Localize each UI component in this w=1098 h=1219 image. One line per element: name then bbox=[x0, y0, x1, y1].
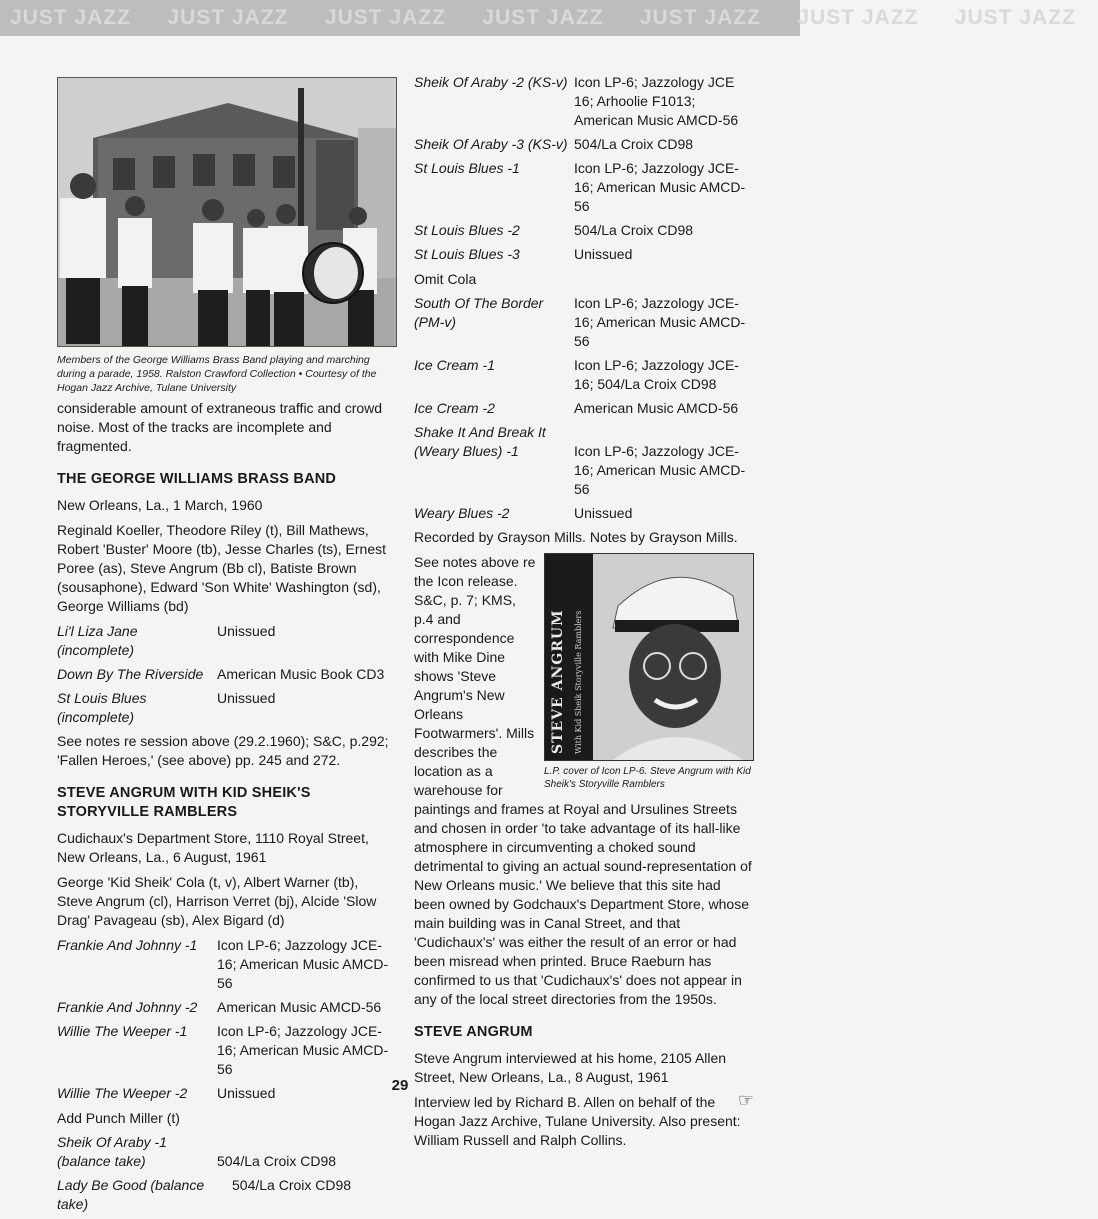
track-title: Frankie And Johnny -2 bbox=[57, 999, 198, 1015]
track-issue: Icon LP-6; Jazzology JCE-16; American Music AMCD-56 bbox=[574, 295, 746, 349]
track-issue: Icon LP-6; Jazzology JCE-16; 504/La Croix CD98 bbox=[574, 357, 739, 392]
cover-artist-name: STEVE ANGRUM bbox=[550, 609, 566, 754]
omit-note: Omit Cola bbox=[414, 271, 477, 287]
page-number: 29 bbox=[391, 1077, 409, 1094]
track-row bbox=[57, 689, 395, 727]
track-title: Ice Cream -1 bbox=[414, 357, 495, 373]
track-title: St Louis Blues -3 bbox=[414, 246, 520, 262]
track-row bbox=[414, 423, 754, 499]
track-row bbox=[414, 504, 754, 523]
track-title: Frankie And Johnny -1 bbox=[57, 937, 198, 953]
banner-text: JUST JAZZ bbox=[167, 6, 289, 29]
recorded-by: Recorded by Grayson Mills. Notes by Grayson Mills. bbox=[414, 529, 738, 545]
track-issue: Unissued bbox=[574, 505, 633, 521]
right-column bbox=[414, 73, 754, 1156]
track-issue: American Music AMCD-56 bbox=[217, 999, 382, 1015]
track-row bbox=[57, 665, 395, 684]
track-title: Ice Cream -2 bbox=[414, 400, 495, 416]
track-row bbox=[414, 159, 754, 216]
left-column bbox=[57, 77, 395, 1219]
interview-notes bbox=[414, 1090, 754, 1150]
photo-caption: Members of the George Williams Brass Band playing and marching during a parade, 1958. Ralston Crawford Collection • Courtesy of the Hogan Jazz Archive, Tulane University bbox=[57, 354, 377, 394]
portrait-illustration bbox=[593, 554, 753, 760]
session-place: Cudichaux's Department Store, 1110 Royal Street, New Orleans, La., 6 August, 1961 bbox=[57, 830, 369, 865]
track-row bbox=[414, 135, 754, 154]
lp-cover bbox=[544, 553, 754, 761]
track-issue: American Music Book CD3 bbox=[217, 666, 385, 682]
track-issue: 504/La Croix CD98 bbox=[574, 222, 694, 238]
track-row bbox=[414, 73, 754, 130]
banner-text: JUST JAZZ bbox=[954, 6, 1076, 29]
track-row bbox=[414, 245, 754, 264]
track-issue: 504/La Croix CD98 bbox=[574, 136, 694, 152]
track-title: Sheik Of Araby -3 (KS-v) bbox=[414, 136, 568, 152]
track-row bbox=[414, 221, 754, 240]
track-issue: Icon LP-6; Jazzology JCE-16; American Music AMCD-56 bbox=[217, 937, 389, 991]
track-title: Down By The Riverside bbox=[57, 666, 204, 682]
track-title: St Louis Blues (incomplete) bbox=[57, 690, 147, 725]
banner-text: JUST JAZZ bbox=[324, 6, 446, 29]
session-notes: See notes re session above (29.2.1960); S&C, p.292; 'Fallen Heroes,' (see above) pp. 245 and 272. bbox=[57, 733, 389, 768]
track-row bbox=[57, 936, 395, 993]
session-notes: See notes above re the Icon release. S&C, p. 7; KMS, p.4 and correspondence with Mike Dine shows 'Steve Angrum's New Orleans Footwarmers'. Mills describes the location as a warehouse for paintings and frames at Royal and Ursulines Streets and chosen in order 'to take advantage of its hall-like atmosphere in circumventing a choked sound detrimental to giving an actual sound-representation of New Orleans music.' We believe that this site had been owned by Godchaux's Department Store, whose main building was in Canal Street, and that 'Cudichaux's' was either the result of an error or had been misread when printed. Bruce Raeburn has confirmed to us that 'Cudichaux's' does not appear in any of the local street directories from the 1950s. bbox=[414, 554, 752, 1007]
header-banner bbox=[0, 0, 1076, 36]
interview-text: Interview led by Richard B. Allen on behalf of the Hogan Jazz Archive, Tulane University. Also present: William Russell and Ralph Collins. bbox=[414, 1094, 741, 1148]
add-note: Add Punch Miller (t) bbox=[57, 1110, 180, 1126]
banner-text: JUST JAZZ bbox=[797, 6, 919, 29]
brass-band-photo bbox=[57, 77, 397, 347]
track-issue: Unissued bbox=[217, 690, 276, 706]
track-row bbox=[57, 998, 395, 1017]
track-issue: Unissued bbox=[217, 1085, 276, 1101]
track-issue: Icon LP-6; Jazzology JCE-16; American Music AMCD-56 bbox=[574, 443, 746, 497]
track-issue: American Music AMCD-56 bbox=[574, 400, 739, 416]
session-place: Steve Angrum interviewed at his home, 2105 Allen Street, New Orleans, La., 8 August, 1961 bbox=[414, 1050, 727, 1085]
section-title-steve-angrum: STEVE ANGRUM bbox=[414, 1024, 533, 1040]
track-issue: Unissued bbox=[574, 246, 633, 262]
track-row bbox=[57, 1022, 395, 1079]
track-title: Shake It And Break It (Weary Blues) -1 bbox=[414, 424, 546, 459]
personnel: George 'Kid Sheik' Cola (t, v), Albert Warner (tb), Steve Angrum (cl), Harrison Verret (bj), Alcide 'Slow Drag' Pavageau (sb), Alex Bigard (d) bbox=[57, 874, 377, 928]
track-row bbox=[414, 356, 754, 394]
track-issue: Icon LP-6; Jazzology JCE-16; American Music AMCD-56 bbox=[217, 1023, 389, 1077]
track-row bbox=[414, 294, 754, 351]
track-row bbox=[57, 1176, 395, 1214]
banner-text: JUST JAZZ bbox=[639, 6, 761, 29]
track-title: Li'l Liza Jane (incomplete) bbox=[57, 623, 138, 658]
session-place: New Orleans, La., 1 March, 1960 bbox=[57, 497, 263, 513]
track-row bbox=[57, 622, 395, 660]
track-issue: Icon LP-6; Jazzology JCE 16; Arhoolie F1013; American Music AMCD-56 bbox=[574, 74, 739, 128]
track-row bbox=[414, 399, 754, 418]
cover-subtitle: With Kid Sheik Storyville Ramblers bbox=[574, 610, 583, 754]
track-title: St Louis Blues -2 bbox=[414, 222, 520, 238]
track-issue: Icon LP-6; Jazzology JCE-16; American Music AMCD-56 bbox=[574, 160, 746, 214]
intro-text: considerable amount of extraneous traffic and crowd noise. Most of the tracks are incomplete and fragmented. bbox=[57, 400, 383, 454]
track-row bbox=[57, 1133, 395, 1171]
section-title-steve-angrum-ramblers: STEVE ANGRUM WITH KID SHEIK'S STORYVILLE RAMBLERS bbox=[57, 785, 311, 820]
photo-illustration bbox=[58, 78, 396, 346]
track-issue: 504/La Croix CD98 bbox=[232, 1177, 352, 1193]
personnel: Reginald Koeller, Theodore Riley (t), Bill Mathews, Robert 'Buster' Moore (tb), Jesse Charles (ts), Ernest Poree (as), Steve Angrum (Bb cl), Batiste Brown (sousaphone), Edward 'Son White' Washington (sd), George Williams (bd) bbox=[57, 522, 387, 614]
track-title: Sheik Of Araby -2 (KS-v) bbox=[414, 74, 568, 90]
lp-cover-figure bbox=[544, 553, 754, 790]
track-issue: Unissued bbox=[217, 623, 276, 639]
track-title: South Of The Border (PM-v) bbox=[414, 295, 544, 330]
track-title: Willie The Weeper -2 bbox=[57, 1085, 188, 1101]
pointing-hand-icon: ☞ bbox=[737, 1090, 754, 1110]
track-title: Weary Blues -2 bbox=[414, 505, 510, 521]
section-title-george-williams: THE GEORGE WILLIAMS BRASS BAND bbox=[57, 471, 337, 487]
banner-text: JUST JAZZ bbox=[10, 6, 132, 29]
track-title: St Louis Blues -1 bbox=[414, 160, 520, 176]
track-title: Sheik Of Araby -1 (balance take) bbox=[57, 1134, 167, 1169]
track-title: Lady Be Good (balance take) bbox=[57, 1177, 205, 1212]
track-title: Willie The Weeper -1 bbox=[57, 1023, 188, 1039]
track-issue: 504/La Croix CD98 bbox=[217, 1153, 337, 1169]
banner-text: JUST JAZZ bbox=[482, 6, 604, 29]
cover-caption: L.P. cover of Icon LP-6. Steve Angrum with Kid Sheik's Storyville Ramblers bbox=[544, 766, 751, 790]
